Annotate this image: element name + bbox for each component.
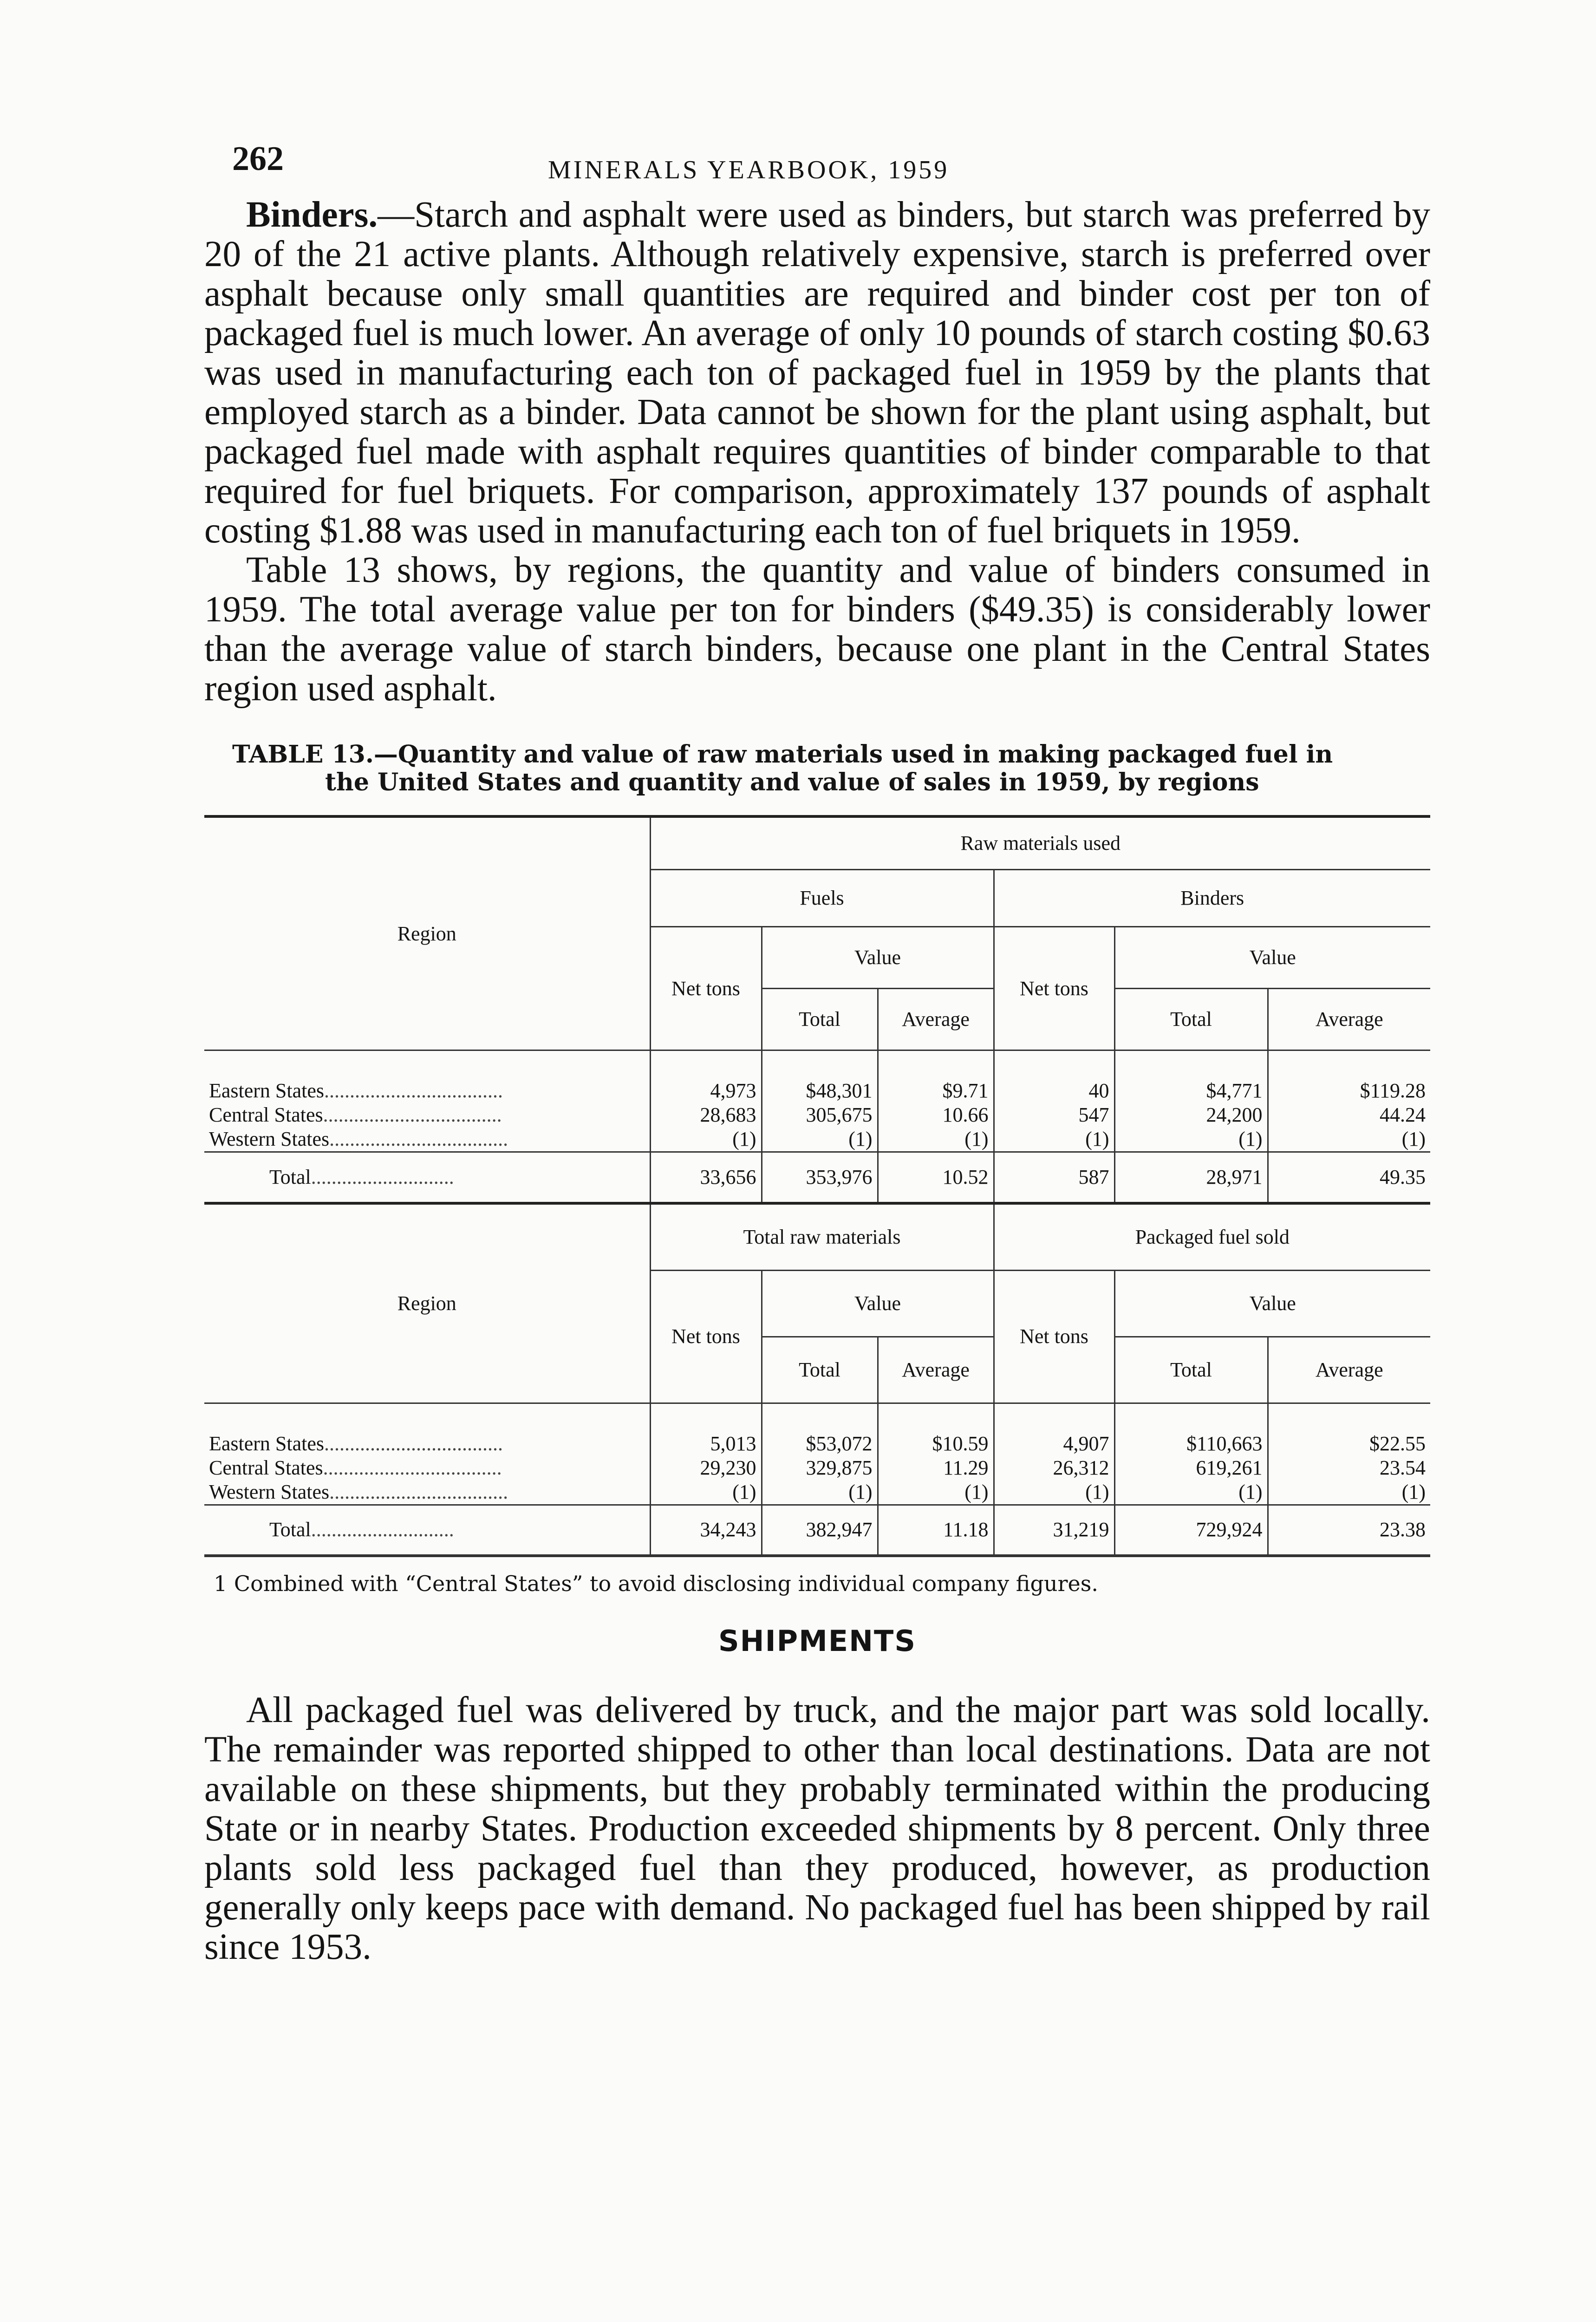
cell: 11.29	[878, 1456, 994, 1480]
caption-line-2: the United States and quantity and value of sales in 1959, by regions	[325, 768, 1259, 796]
table-row	[204, 1127, 1430, 1152]
running-title: MINERALS YEARBOOK, 1959	[548, 156, 950, 184]
part1-region-header: Region	[204, 816, 650, 1050]
table13-paragraph: Table 13 shows, by regions, the quantity and value of binders consumed in 1959. The total average value per ton for binders ($49.35) is considerably lower than the average value of starch binders, because one plant in the Central States region used asphalt.	[204, 550, 1430, 709]
total-raw-materials-header: Total raw materials	[650, 1203, 994, 1271]
table-row	[204, 1432, 1430, 1456]
table-footnote: 1 Combined with “Central States” to avoid disclosing individual company figures.	[214, 1571, 1099, 1596]
shipments-paragraph: All packaged fuel was delivered by truck, and the major part was sold locally. The remainder was reported shipped to other than local destinations. Data are not available on these shipments, but they probably terminated within the producing State or in nearby States. Production exceeded shipments by 8 percent. Only three plants sold less packaged fuel than they produced, however, as production generally only keeps pace with demand. No packaged fuel has been shipped by rail since 1953.	[204, 1690, 1430, 1967]
cell: (1)	[762, 1127, 878, 1152]
cell: (1)	[878, 1480, 994, 1505]
cell: $110,663	[1114, 1432, 1268, 1456]
row-label: Total............................	[204, 1505, 650, 1556]
table-13	[204, 815, 1430, 1557]
cell: 28,971	[1114, 1152, 1268, 1203]
cell: 34,243	[650, 1505, 762, 1556]
cell: 26,312	[994, 1456, 1114, 1480]
cell: (1)	[878, 1127, 994, 1152]
raw-net-tons-header: Net tons	[650, 1270, 762, 1403]
cell: 4,907	[994, 1432, 1114, 1456]
raw-total-header: Total	[762, 1337, 878, 1403]
cell: (1)	[650, 1480, 762, 1505]
cell: (1)	[1268, 1127, 1430, 1152]
row-label: Total............................	[269, 1165, 454, 1188]
cell: $22.55	[1268, 1432, 1430, 1456]
cell: (1)	[1114, 1127, 1268, 1152]
binders-value-header: Value	[1114, 927, 1430, 989]
total-row	[204, 1505, 1430, 1556]
cell: 353,976	[762, 1152, 878, 1203]
cell: (1)	[994, 1480, 1114, 1505]
cell: (1)	[762, 1480, 878, 1505]
cell: 5,013	[650, 1432, 762, 1456]
table-row	[204, 1456, 1430, 1480]
cell: 10.52	[878, 1152, 994, 1203]
total-row	[204, 1152, 1430, 1203]
caption-line-1: TABLE 13.—Quantity and value of raw materials used in making packaged fuel in	[232, 740, 1333, 769]
page-number: 262	[232, 140, 284, 178]
cell: 587	[994, 1152, 1114, 1203]
cell: 29,230	[650, 1456, 762, 1480]
table-row	[204, 1079, 1430, 1103]
binders-text: —Starch and asphalt were used as binders, but starch was preferred by 20 of the 21 active plants. Although relatively expensive, starch is preferred over asphalt because only small quantities are required and binder cost per ton of packaged fuel is much lower. An average of only 10 pounds of starch costing $0.63 was used in manufacturing each ton of packaged fuel in 1959 by the plants that employed starch as a binder. Data cannot be shown for the plant using asphalt, but packaged fuel made with asphalt requires quantities of binder comparable to that required for fuel briquets. For comparison, approximately 137 pounds of asphalt costing $1.88 was used in manufacturing each ton of fuel briquets in 1959.	[204, 195, 1430, 551]
part2-region-header: Region	[204, 1203, 650, 1403]
fuels-total-header: Total	[762, 989, 878, 1050]
cell: 44.24	[1268, 1103, 1430, 1127]
fuels-header: Fuels	[650, 870, 994, 927]
row-label: Central States...................................	[209, 1103, 502, 1126]
page	[204, 139, 1430, 1967]
cell: 547	[994, 1103, 1114, 1127]
cell: 4,973	[650, 1079, 762, 1103]
fuels-average-header: Average	[878, 989, 994, 1050]
sold-total-header: Total	[1114, 1337, 1268, 1403]
cell: $4,771	[1114, 1079, 1268, 1103]
cell: 49.35	[1268, 1152, 1430, 1203]
part2-spacer	[204, 1403, 1430, 1432]
row-label: Western States...................................	[204, 1480, 650, 1505]
cell: 24,200	[1114, 1103, 1268, 1127]
part1-header-row-1	[204, 816, 1430, 870]
cell: 729,924	[1114, 1505, 1268, 1556]
cell: 23.38	[1268, 1505, 1430, 1556]
cell: $9.71	[878, 1079, 994, 1103]
cell: 305,675	[762, 1103, 878, 1127]
cell: 10.66	[878, 1103, 994, 1127]
cell: 40	[994, 1079, 1114, 1103]
sold-net-tons-header: Net tons	[994, 1270, 1114, 1403]
part1-spacer	[204, 1050, 1430, 1079]
cell: $10.59	[878, 1432, 994, 1456]
table-row	[204, 1103, 1430, 1127]
fuels-net-tons-header: Net tons	[650, 927, 762, 1050]
row-label: Eastern States...................................	[209, 1079, 503, 1102]
sold-value-header: Value	[1114, 1270, 1430, 1337]
binders-total-header: Total	[1114, 989, 1268, 1050]
cell: 28,683	[650, 1103, 762, 1127]
cell: 23.54	[1268, 1456, 1430, 1480]
cell: 11.18	[878, 1505, 994, 1556]
table-caption	[232, 741, 1421, 796]
row-label: Western States...................................	[204, 1127, 650, 1152]
cell: (1)	[994, 1127, 1114, 1152]
fuels-value-header: Value	[762, 927, 994, 989]
table-row	[204, 1480, 1430, 1505]
cell: $53,072	[762, 1432, 878, 1456]
cell: 31,219	[994, 1505, 1114, 1556]
cell: $48,301	[762, 1079, 878, 1103]
cell: $119.28	[1268, 1079, 1430, 1103]
packaged-fuel-sold-header: Packaged fuel sold	[994, 1203, 1430, 1271]
sold-average-header: Average	[1268, 1337, 1430, 1403]
cell: 619,261	[1114, 1456, 1268, 1480]
cell: (1)	[1114, 1480, 1268, 1505]
cell: (1)	[650, 1127, 762, 1152]
cell: 382,947	[762, 1505, 878, 1556]
binders-lead: Binders.	[246, 195, 378, 235]
binders-header: Binders	[994, 870, 1430, 927]
row-label: Eastern States...................................	[209, 1432, 503, 1455]
binders-average-header: Average	[1268, 989, 1430, 1050]
cell: (1)	[1268, 1480, 1430, 1505]
row-label: Central States...................................	[209, 1456, 502, 1479]
raw-materials-header: Raw materials used	[650, 816, 1430, 870]
binders-net-tons-header: Net tons	[994, 927, 1114, 1050]
raw-value-header: Value	[762, 1270, 994, 1337]
cell: 329,875	[762, 1456, 878, 1480]
cell: 33,656	[650, 1152, 762, 1203]
part2-header-row-1	[204, 1203, 1430, 1271]
binders-paragraph	[204, 195, 1430, 550]
page-header	[204, 139, 1430, 195]
raw-average-header: Average	[878, 1337, 994, 1403]
section-heading: SHIPMENTS	[718, 1624, 916, 1658]
